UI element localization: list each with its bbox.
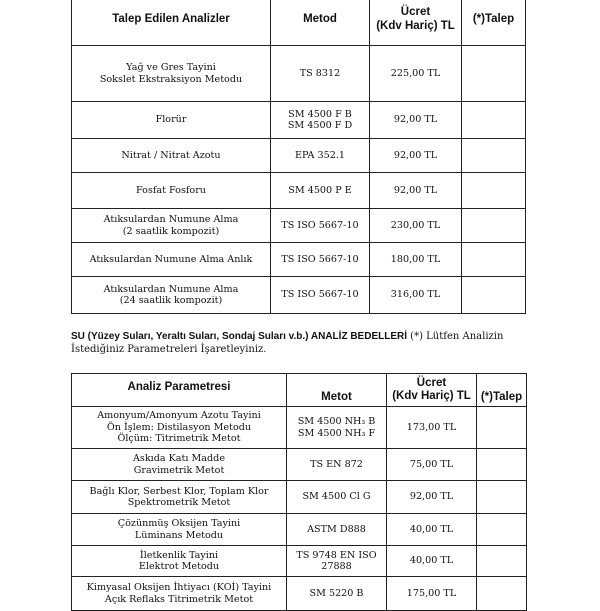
cell-ucret: 316,00 TL [370, 277, 462, 314]
talep-checkbox-cell[interactable] [477, 577, 527, 611]
cell-ucret: 92,00 TL [370, 173, 462, 209]
header-ucret: Ücret (Kdv Hariç) TL [370, 0, 462, 46]
header-analiz-parametresi: Analiz Parametresi [72, 374, 287, 407]
cell-ucret: 40,00 TL [387, 514, 477, 546]
table-row [72, 173, 526, 209]
cell-ucret: 75,00 TL [387, 449, 477, 481]
cell-analiz: Nitrat / Nitrat Azotu [72, 139, 271, 173]
cell-analiz: Yağ ve Gres Tayini Sokslet Ekstraksiyon Metodu [72, 46, 271, 102]
table-row [72, 139, 526, 173]
cell-ucret: 225,00 TL [370, 46, 462, 102]
table-header-row [72, 374, 527, 407]
talep-checkbox-cell[interactable] [462, 46, 526, 102]
cell-metod: SM 4500 F B SM 4500 F D [271, 102, 370, 139]
cell-metod: EPA 352.1 [271, 139, 370, 173]
table-row [72, 481, 527, 514]
talep-checkbox-cell[interactable] [462, 102, 526, 139]
cell-ucret: 92,00 TL [370, 139, 462, 173]
cell-ucret: 230,00 TL [370, 209, 462, 243]
cell-analiz: Çözünmüş Oksijen Tayini Lüminans Metodu [72, 514, 287, 546]
cell-analiz: Atıksulardan Numune Alma Anlık [72, 243, 271, 277]
cell-metod: TS ISO 5667-10 [271, 209, 370, 243]
header-talep: (*)Talep [477, 374, 527, 407]
cell-analiz: Askıda Katı Madde Gravimetrik Metot [72, 449, 287, 481]
section-note [71, 330, 541, 356]
table-row [72, 277, 526, 314]
analysis-table-2 [71, 373, 527, 611]
header-talep: (*)Talep [462, 0, 526, 46]
section-instruction: (*) Lütfen Analizin İstediğiniz Parametreleri İşaretleyiniz. [71, 331, 504, 355]
cell-metot: SM 5220 B [287, 577, 387, 611]
header-metod: Metod [271, 0, 370, 46]
table-row [72, 102, 526, 139]
cell-metot: TS 9748 EN ISO 27888 [287, 546, 387, 577]
header-ucret: Ücret (Kdv Hariç) TL [387, 374, 477, 407]
cell-ucret: 173,00 TL [387, 407, 477, 449]
talep-checkbox-cell[interactable] [462, 173, 526, 209]
cell-metod: SM 4500 P E [271, 173, 370, 209]
table-header-row [72, 0, 526, 46]
cell-ucret: 40,00 TL [387, 546, 477, 577]
cell-analiz: Fosfat Fosforu [72, 173, 271, 209]
table-row [72, 46, 526, 102]
cell-metod: TS ISO 5667-10 [271, 243, 370, 277]
cell-metot: ASTM D888 [287, 514, 387, 546]
cell-metot: TS EN 872 [287, 449, 387, 481]
talep-checkbox-cell[interactable] [477, 481, 527, 514]
cell-analiz: Florür [72, 102, 271, 139]
cell-ucret: 175,00 TL [387, 577, 477, 611]
table-row [72, 514, 527, 546]
talep-checkbox-cell[interactable] [462, 277, 526, 314]
cell-ucret: 92,00 TL [370, 102, 462, 139]
table-row [72, 546, 527, 577]
table-row [72, 243, 526, 277]
cell-metot: SM 4500 Cl G [287, 481, 387, 514]
table-row [72, 407, 527, 449]
cell-ucret: 180,00 TL [370, 243, 462, 277]
cell-analiz: Bağlı Klor, Serbest Klor, Toplam Klor Spektrometrik Metot [72, 481, 287, 514]
talep-checkbox-cell[interactable] [477, 546, 527, 577]
talep-checkbox-cell[interactable] [462, 139, 526, 173]
cell-analiz: İletkenlik Tayini Elektrot Metodu [72, 546, 287, 577]
talep-checkbox-cell[interactable] [462, 209, 526, 243]
table-row [72, 209, 526, 243]
cell-analiz: Atıksulardan Numune Alma (24 saatlik kompozit) [72, 277, 271, 314]
cell-analiz: Atıksulardan Numune Alma (2 saatlik kompozit) [72, 209, 271, 243]
header-talep-edilen-analizler: Talep Edilen Analizler [72, 0, 271, 46]
talep-checkbox-cell[interactable] [477, 514, 527, 546]
cell-metot: SM 4500 NH₃ B SM 4500 NH₃ F [287, 407, 387, 449]
table-row [72, 577, 527, 611]
talep-checkbox-cell[interactable] [477, 449, 527, 481]
cell-analiz: Kimyasal Oksijen İhtiyacı (KOİ) Tayini Açık Reflaks Titrimetrik Metot [72, 577, 287, 611]
cell-ucret: 92,00 TL [387, 481, 477, 514]
section-title: SU (Yüzey Suları, Yeraltı Suları, Sondaj Suları v.b.) ANALİZ BEDELLERİ [71, 331, 407, 342]
talep-checkbox-cell[interactable] [462, 243, 526, 277]
talep-checkbox-cell[interactable] [477, 407, 527, 449]
header-metot: Metot [287, 374, 387, 407]
cell-metod: TS 8312 [271, 46, 370, 102]
analysis-table-1 [71, 0, 526, 314]
cell-analiz: Amonyum/Amonyum Azotu Tayini Ön İşlem: Distilasyon Metodu Ölçüm: Titrimetrik Metot [72, 407, 287, 449]
table-row [72, 449, 527, 481]
cell-metod: TS ISO 5667-10 [271, 277, 370, 314]
